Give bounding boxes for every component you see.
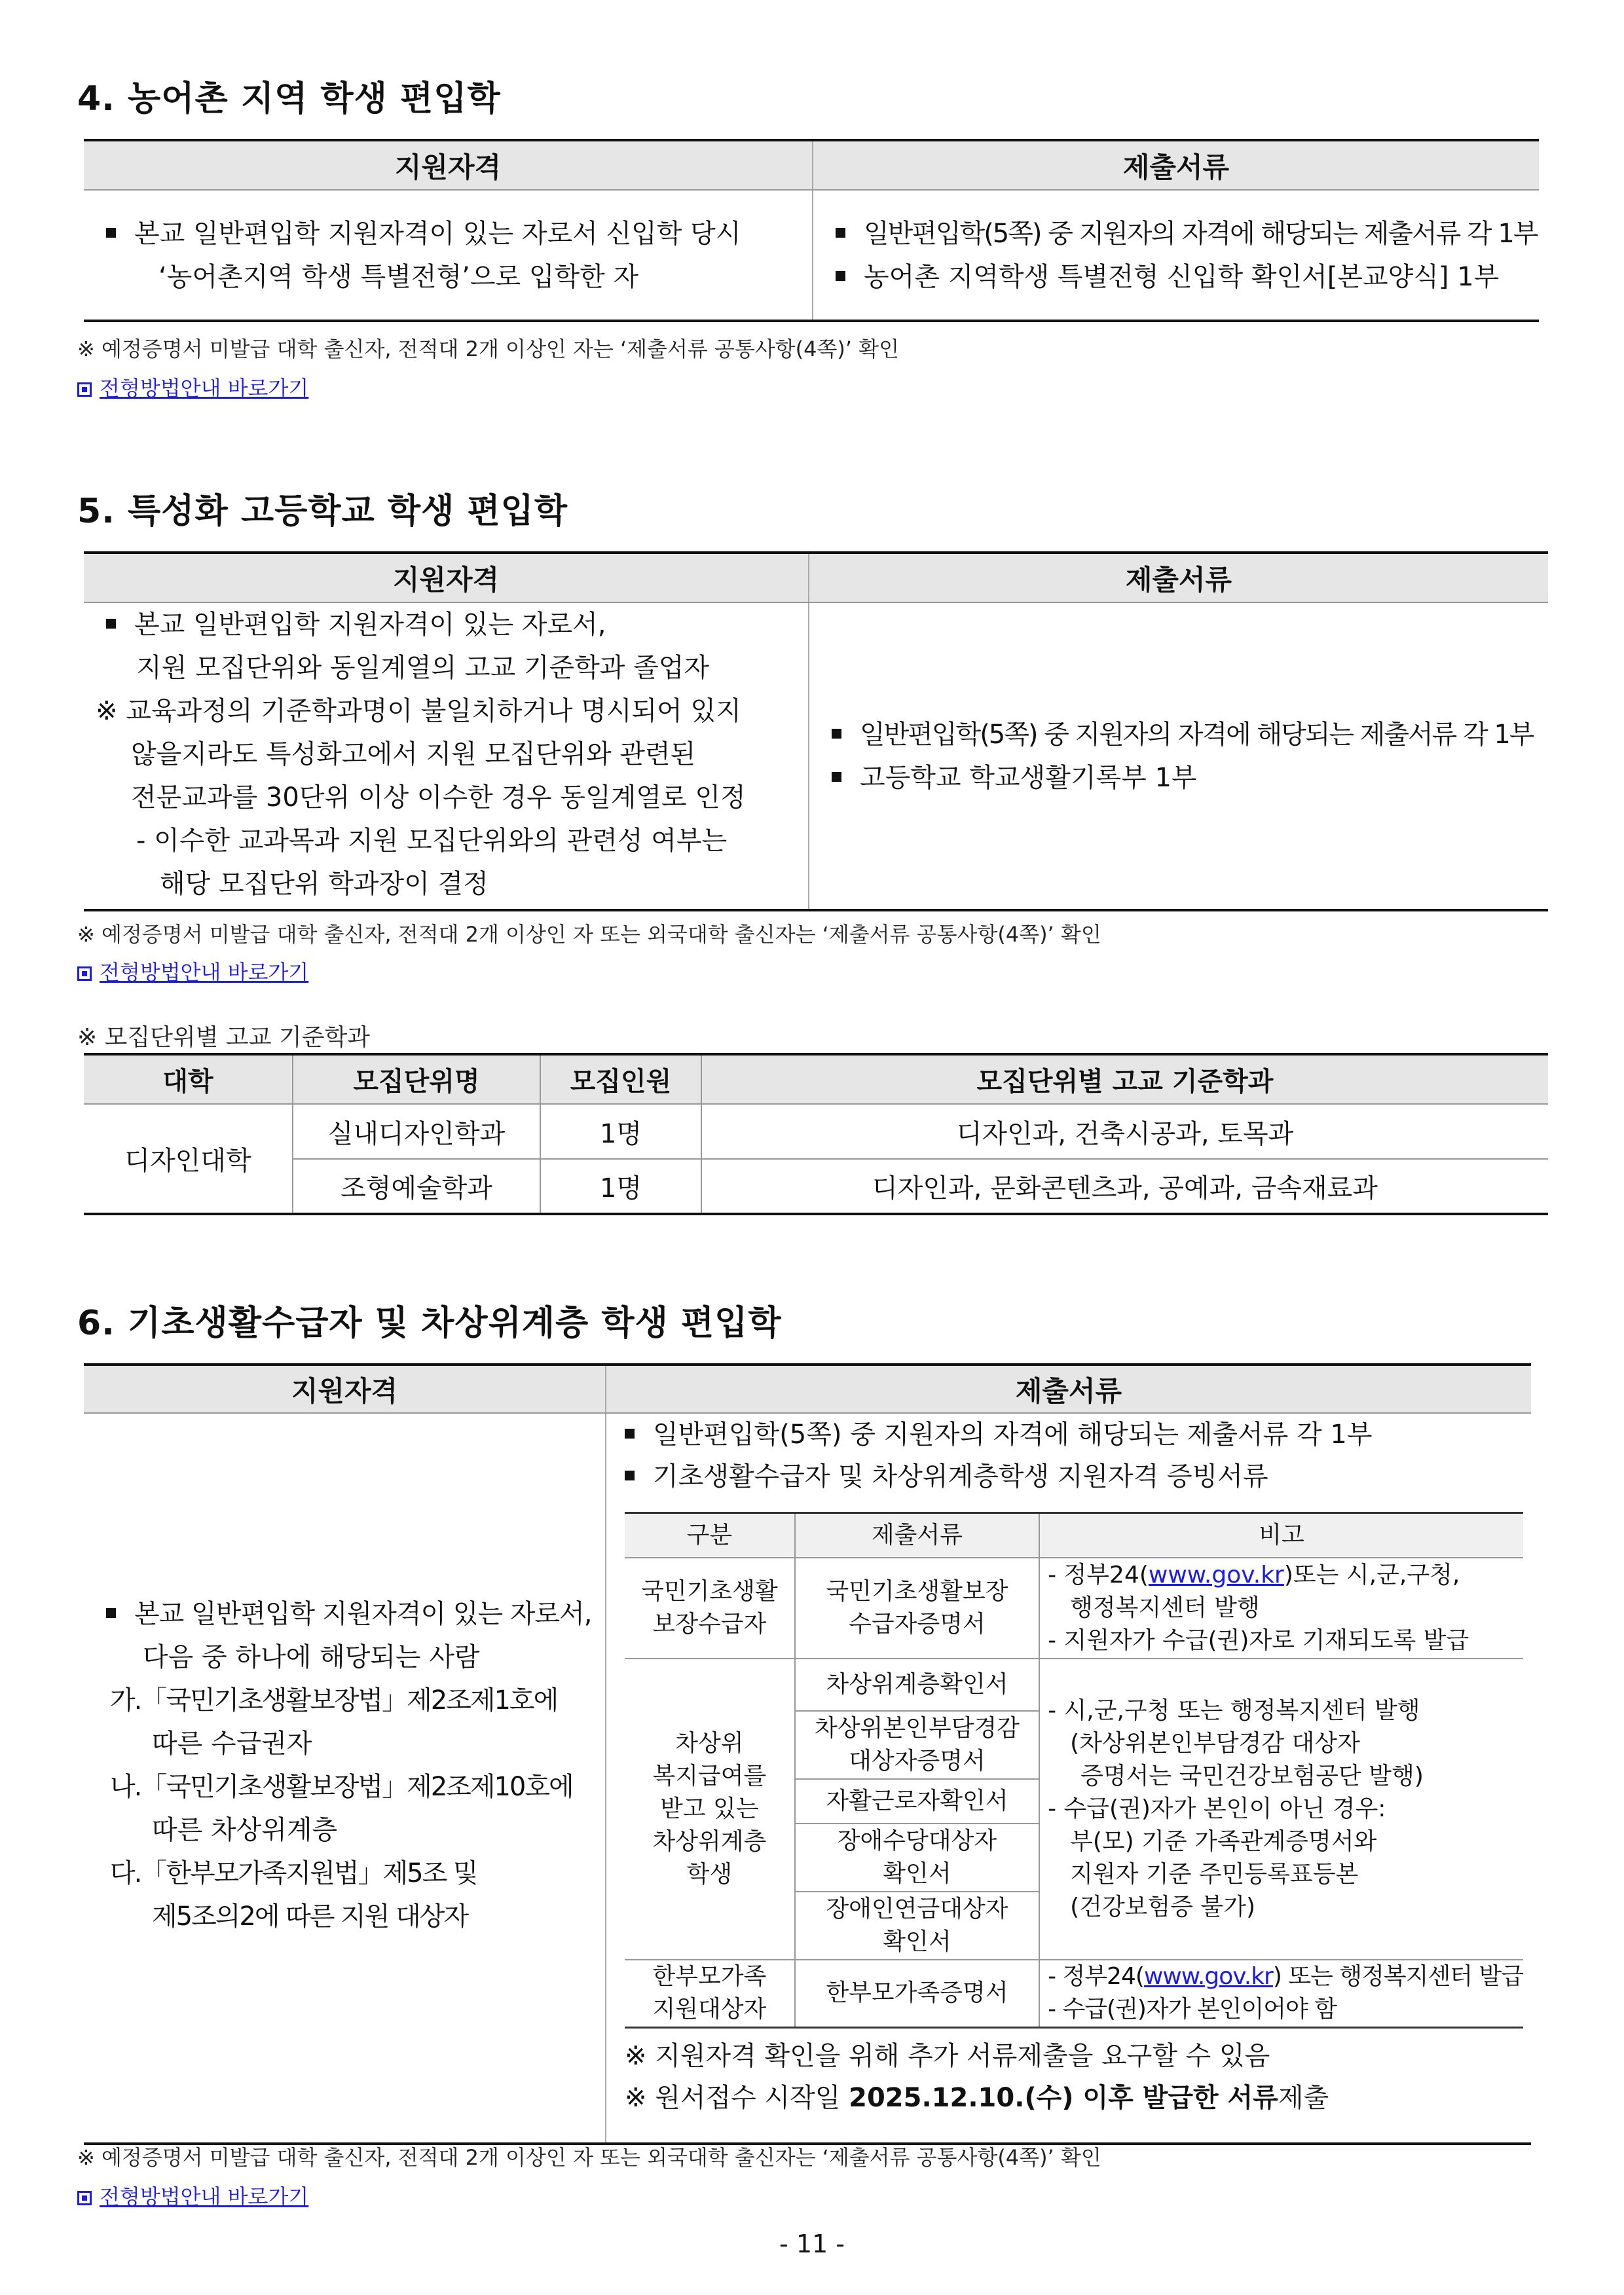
section6-guide-link[interactable] — [77, 2180, 308, 2211]
section4-qualification-cell — [84, 190, 813, 321]
section5-guide-link-label[interactable]: 전형방법안내 바로가기 — [100, 960, 309, 985]
section6-inner-table — [625, 1512, 1523, 2029]
section4-table — [84, 139, 1539, 322]
section6-qualification-item: 나.「국민기초생활보장법」제2조제10호에 — [110, 1771, 573, 1802]
section5-title: 5. 특성화 고등학교 학생 편입학 — [77, 492, 568, 531]
subtable-count: 1명 — [540, 1104, 701, 1159]
section4-title: 4. 농어촌 지역 학생 편입학 — [77, 79, 501, 119]
inner-doc-near-poverty: 차상위계층확인서 — [795, 1659, 1039, 1711]
section4-qualification-text: 본교 일반편입학 지원자격이 있는 자로서 신입학 당시 — [134, 218, 741, 249]
inner-doc-near-poverty: 장애인연금대상자 확인서 — [795, 1892, 1039, 1960]
section6-title: 6. 기초생활수급자 및 차상위계층 학생 편입학 — [77, 1304, 782, 1343]
section6-qualification-item: 제5조의2에 따른 지원 대상자 — [152, 1901, 468, 1932]
section5-qualification-cell — [84, 602, 809, 910]
section5-subtable — [84, 1053, 1548, 1215]
bullet-square-icon — [106, 619, 116, 629]
section5-table — [84, 551, 1548, 911]
inner-header-doc: 제출서류 — [795, 1513, 1039, 1558]
bullet-square-icon — [625, 1471, 635, 1480]
section4-header-documents: 제출서류 — [813, 140, 1539, 190]
inner-header-type: 구분 — [625, 1513, 795, 1558]
subtable-header-depts: 모집단위별 고교 기준학과 — [701, 1054, 1548, 1104]
section6-header-qualification: 지원자격 — [84, 1365, 606, 1413]
section6-qualification-item: 다.「한부모가족지원법」제5조 및 — [110, 1858, 477, 1888]
subtable-depts: 디자인과, 문화콘텐츠과, 공예과, 금속재료과 — [872, 1173, 1378, 1203]
gov24-link[interactable]: www.gov.kr — [1148, 1561, 1284, 1588]
section5-subtable-title: ※ 모집단위별 고교 기준학과 — [77, 1024, 371, 1051]
bullet-square-icon — [836, 228, 845, 238]
inner-doc-near-poverty: 자활근로자확인서 — [795, 1779, 1039, 1824]
section6-qualification-item: 가.「국민기초생활보장법」제2조제1호에 — [110, 1685, 558, 1716]
section6-qualification-cell — [84, 1413, 606, 2144]
section6-qualification-item: 따른 차상위계층 — [152, 1814, 338, 1845]
section5-note: ※ 예정증명서 미발급 대학 출신자, 전적대 2개 이상인 자 또는 외국대학 출신자는 ‘제출서류 공통사항(4쪽)’ 확인 — [77, 922, 1101, 947]
section6-qualification-item: 따른 수급권자 — [152, 1728, 312, 1759]
section5-qualification-subnote: - 이수한 교과목과 지원 모집단위와의 관련성 여부는 — [136, 826, 728, 856]
section5-document-2: 고등학교 학교생활기록부 1부 — [860, 762, 1197, 793]
inner-note-basic: - 정부24(www.gov.kr)또는 시,군,구청, 행정복지센터 발행 - 지원자가 수급(권)자로 기재되도록 발급 — [1039, 1558, 1523, 1659]
section5-qualification-note: 않을지라도 특성화고에서 지원 모집단위와 관련된 — [131, 739, 696, 769]
bullet-square-icon — [832, 729, 841, 739]
subtable-unit: 실내디자인학과 — [293, 1104, 540, 1159]
section6-table — [84, 1363, 1531, 2145]
subtable-header-count: 모집인원 — [540, 1054, 701, 1104]
section6-qualification-line: 다음 중 하나에 해당되는 사람 — [143, 1642, 480, 1672]
section6-note: ※ 예정증명서 미발급 대학 출신자, 전적대 2개 이상인 자 또는 외국대학 출신자는 ‘제출서류 공통사항(4쪽)’ 확인 — [77, 2145, 1101, 2170]
section6-document-1: 일반편입학(5쪽) 중 지원자의 자격에 해당되는 제출서류 각 1부 — [653, 1420, 1373, 1450]
bullet-square-icon — [106, 1608, 116, 1618]
subtable-college: 디자인대학 — [84, 1104, 293, 1214]
section4-document-1: 일반편입학(5쪽) 중 지원자의 자격에 해당되는 제출서류 각 1부 — [864, 218, 1538, 249]
section5-qualification-line: 본교 일반편입학 지원자격이 있는 자로서, — [134, 610, 606, 640]
subtable-count: 1명 — [540, 1159, 701, 1214]
inner-type-near-poverty: 차상위 복지급여를 받고 있는 차상위계층 학생 — [625, 1659, 795, 1960]
bullet-square-icon — [106, 228, 116, 238]
inner-type-basic: 국민기초생활 보장수급자 — [625, 1558, 795, 1659]
subtable-header-unit: 모집단위명 — [293, 1054, 540, 1104]
section6-footer-note-1: ※ 지원자격 확인을 위해 추가 서류제출을 요구할 수 있음 — [625, 2041, 1270, 2071]
section5-guide-link[interactable] — [77, 956, 308, 986]
page-number: - 11 - — [779, 2230, 845, 2258]
section6-document-2: 기초생활수급자 및 차상위계층학생 지원자격 증빙서류 — [653, 1461, 1268, 1492]
section6-guide-link-label[interactable]: 전형방법안내 바로가기 — [100, 2184, 309, 2209]
subtable-depts: 디자인과, 건축시공과, 토목과 — [701, 1104, 1548, 1159]
inner-note-near-poverty: - 시,군,구청 또는 행정복지센터 발행 (차상위본인부담경감 대상자 증명서는 국민건강보험공단 발행) - 수급(권)자가 본인이 아닌 경우: 부(모) 기준 가족관계증명서와 지원자 기준 주민등록표등본 (건강보험증 불가) — [1039, 1659, 1523, 1960]
section6-footer-note-2: ※ 원서접수 시작일 2025.12.10.(수) 이후 발급한 서류제출 — [625, 2083, 1329, 2113]
subtable-header-college: 대학 — [84, 1054, 293, 1104]
bullet-square-icon — [832, 772, 841, 782]
inner-note-single-parent: - 정부24(www.gov.kr) 또는 행정복지센터 발급 - 수급(권)자가 본인이어야 함 — [1048, 1963, 1523, 2023]
section6-qualification-line: 본교 일반편입학 지원자격이 있는 자로서, — [134, 1598, 592, 1629]
link-box-icon — [77, 382, 92, 397]
section4-qualification-text-2: ‘농어촌지역 학생 특별전형’으로 입학한 자 — [158, 261, 639, 292]
section5-qualification-subnote: 해당 모집단위 학과장이 결정 — [160, 869, 489, 899]
inner-doc-near-poverty: 장애수당대상자 확인서 — [795, 1824, 1039, 1892]
section5-header-documents: 제출서류 — [809, 553, 1548, 602]
section5-qualification-line: 지원 모집단위와 동일계열의 고교 기준학과 졸업자 — [136, 653, 710, 683]
section5-document-1: 일반편입학(5쪽) 중 지원자의 자격에 해당되는 제출서류 각 1부 — [860, 719, 1534, 750]
inner-type-single-parent: 한부모가족 지원대상자 — [625, 1960, 795, 2028]
inner-doc-near-poverty: 차상위본인부담경감 대상자증명서 — [795, 1711, 1039, 1779]
section4-header-qualification: 지원자격 — [84, 140, 813, 190]
section5-header-qualification: 지원자격 — [84, 553, 809, 602]
subtable-unit: 조형예술학과 — [293, 1159, 540, 1214]
section6-header-documents: 제출서류 — [606, 1365, 1531, 1413]
section4-document-2: 농어촌 지역학생 특별전형 신입학 확인서[본교양식] 1부 — [864, 261, 1500, 292]
section4-documents-cell — [813, 190, 1539, 321]
section4-guide-link-label[interactable]: 전형방법안내 바로가기 — [100, 376, 309, 401]
link-box-icon — [77, 2191, 92, 2205]
inner-header-note: 비고 — [1039, 1513, 1523, 1558]
section5-documents-cell — [809, 602, 1548, 910]
link-box-icon — [77, 966, 92, 981]
section5-qualification-note: 전문교과를 30단위 이상 이수한 경우 동일계열로 인정 — [131, 782, 746, 813]
section5-qualification-note: ※ 교육과정의 기준학과명이 불일치하거나 명시되어 있지 — [96, 696, 741, 726]
section6-documents-cell — [606, 1413, 1531, 2144]
inner-doc-single-parent: 한부모가족증명서 — [795, 1960, 1039, 2028]
gov24-link[interactable]: www.gov.kr — [1143, 1963, 1273, 1991]
section4-guide-link[interactable] — [77, 372, 308, 402]
inner-doc-basic: 국민기초생활보장 수급자증명서 — [795, 1558, 1039, 1659]
section4-note: ※ 예정증명서 미발급 대학 출신자, 전적대 2개 이상인 자는 ‘제출서류 공통사항(4쪽)’ 확인 — [77, 337, 900, 361]
bullet-square-icon — [836, 271, 845, 281]
bullet-square-icon — [625, 1429, 635, 1439]
